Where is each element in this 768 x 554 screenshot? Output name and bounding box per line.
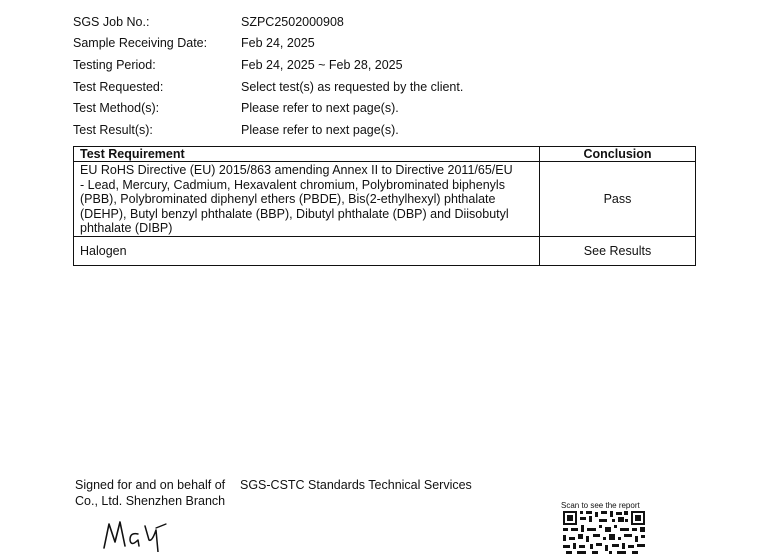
report-info-block <box>73 11 633 141</box>
signed-on-behalf-text: Signed for and on behalf of <box>75 478 226 492</box>
test-methods-label: Test Method(s): <box>73 101 160 116</box>
halogen-requirement-cell: Halogen <box>74 236 540 265</box>
halogen-conclusion-cell: See Results <box>540 236 696 265</box>
company-name: SGS-CSTC Standards Technical Services <box>240 478 472 492</box>
test-results-label: Test Result(s): <box>73 122 153 137</box>
info-row-testing-period <box>73 54 633 76</box>
rohs-requirement-line: (PBB), Polybrominated diphenyl ethers (PBDE), Bis(2-ethylhexyl) phthalate <box>80 192 496 206</box>
receiving-date-label: Sample Receiving Date: <box>73 36 208 51</box>
testing-period-label: Testing Period: <box>73 57 156 72</box>
rohs-requirement-line: - Lead, Mercury, Cadmium, Hexavalent chromium, Polybrominated biphenyls <box>80 177 505 192</box>
info-row-job-no <box>73 11 633 33</box>
info-row-test-methods <box>73 97 633 119</box>
test-results-value: Please refer to next page(s). <box>241 122 399 137</box>
signature-statement <box>75 478 495 509</box>
rohs-requirement-cell <box>74 162 540 237</box>
info-row-receiving-date <box>73 33 633 55</box>
signed-branch-text: Co., Ltd. Shenzhen Branch <box>75 493 226 508</box>
rohs-conclusion-cell: Pass <box>540 162 696 237</box>
rohs-requirement-line: (DEHP), Butyl benzyl phthalate (BBP), Dibutyl phthalate (DBP) and Diisobutyl <box>80 206 509 221</box>
test-requirement-header: Test Requirement <box>74 147 540 162</box>
rohs-requirement-line: EU RoHS Directive (EU) 2015/863 amending Annex II to Directive 2011/65/EU <box>80 163 513 177</box>
rohs-requirement-line: phthalate (DIBP) <box>80 221 173 235</box>
conclusion-header: Conclusion <box>540 147 696 162</box>
test-methods-value: Please refer to next page(s). <box>241 101 399 116</box>
test-requirement-table <box>73 146 696 266</box>
test-requested-value: Select test(s) as requested by the client. <box>241 79 464 94</box>
test-requested-label: Test Requested: <box>73 79 164 94</box>
info-row-test-requested <box>73 76 633 98</box>
table-row <box>74 236 696 265</box>
testing-period-value: Feb 24, 2025 ~ Feb 28, 2025 <box>241 57 403 72</box>
job-no-value: SZPC2502000908 <box>241 14 344 29</box>
qr-code-icon <box>562 510 646 554</box>
table-row <box>74 162 696 237</box>
receiving-date-value: Feb 24, 2025 <box>241 36 315 51</box>
info-row-test-results <box>73 119 633 141</box>
handwritten-signature <box>100 512 180 552</box>
table-header-row <box>74 147 696 162</box>
qr-caption: Scan to see the report <box>561 501 640 510</box>
job-no-label: SGS Job No.: <box>73 14 150 29</box>
